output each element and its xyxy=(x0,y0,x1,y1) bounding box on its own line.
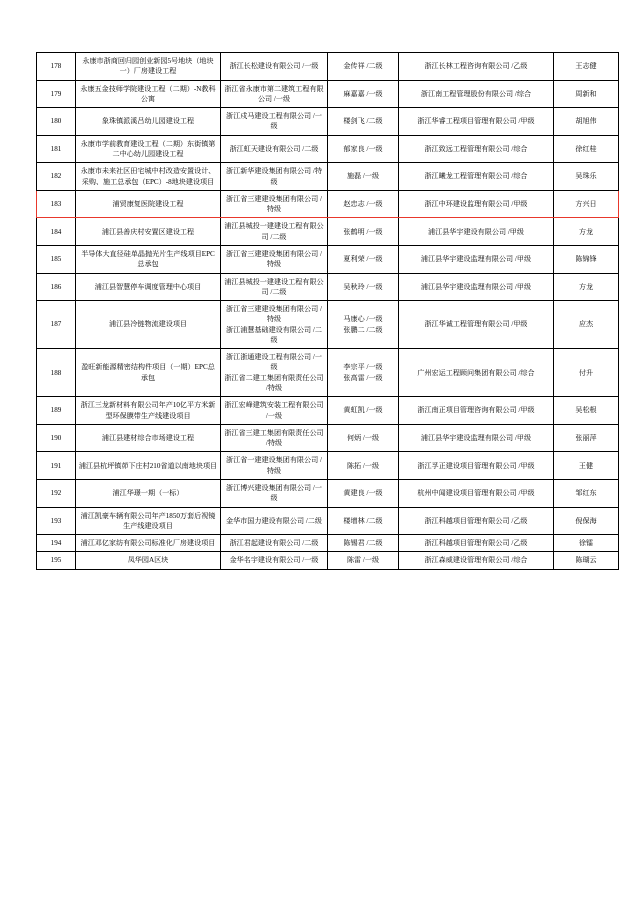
project-manager: 何炳 /一级 xyxy=(328,424,399,452)
construction-unit: 浙江省永康市第二建筑工程有限公司 /一级 xyxy=(221,80,328,108)
construction-unit: 金华市国力建设有限公司 /二级 xyxy=(221,507,328,535)
project-manager: 金传祥 /二级 xyxy=(328,53,399,81)
supervision-engineer: 陈瑚云 xyxy=(554,552,619,569)
supervision-unit: 浦江县华宇建设监理有限公司 /甲级 xyxy=(399,245,554,273)
supervision-unit: 浙江科越项目管理有限公司 /乙级 xyxy=(399,507,554,535)
supervision-unit: 浦江县华宇建设监理有限公司 /甲级 xyxy=(399,424,554,452)
row-index: 184 xyxy=(37,218,76,246)
supervision-unit: 浙江森威建设管理有限公司 /综合 xyxy=(399,552,554,569)
construction-unit: 浙江长松建设有限公司 /一级 xyxy=(221,53,328,81)
project-manager: 吴秋玲 /一级 xyxy=(328,273,399,301)
row-index: 190 xyxy=(37,424,76,452)
table-row xyxy=(37,245,619,273)
construction-unit: 浙江新华建设集团有限公司 /特级 xyxy=(221,163,328,191)
project-manager: 麻嘉嘉 /一级 xyxy=(328,80,399,108)
table-row xyxy=(37,190,619,218)
project-manager: 黄虹凯 /一级 xyxy=(328,397,399,425)
project-table xyxy=(36,52,619,570)
construction-unit: 浦江县城投一建建设工程有限公司 /二级 xyxy=(221,218,328,246)
construction-unit: 浙江浙通建设工程有限公司 /一级 浙江省二建工集团有限责任公司 /特级 xyxy=(221,349,328,397)
construction-unit: 浙江君起建设有限公司 /二级 xyxy=(221,535,328,552)
project-name: 永康市浙商回归园创业新园5号地块（地块一）厂房建设工程 xyxy=(76,53,221,81)
row-index: 194 xyxy=(37,535,76,552)
construction-unit: 浙江省三建建设集团有限公司 /特级 浙江浦慧基础建设有限公司 /二级 xyxy=(221,301,328,349)
supervision-engineer: 徐镭 xyxy=(554,535,619,552)
project-name: 浦江县善庆村安置区建设工程 xyxy=(76,218,221,246)
table-row xyxy=(37,163,619,191)
table-row xyxy=(37,507,619,535)
row-index: 180 xyxy=(37,108,76,136)
supervision-unit: 浙江华诚工程管理有限公司 /甲级 xyxy=(399,301,554,349)
construction-unit: 浙江省三建工集团有限责任公司 /特级 xyxy=(221,424,328,452)
project-manager: 楼剑飞 /二级 xyxy=(328,108,399,136)
table-row xyxy=(37,452,619,480)
project-name: 永康市未来社区田宅城中村改造安置设计、采购、施工总承包（EPC）-8地块建设项目 xyxy=(76,163,221,191)
project-manager: 马康心 /一级 张鹏二 /二级 xyxy=(328,301,399,349)
table-row xyxy=(37,135,619,163)
project-name: 盈旺新能源精密结构件项目（一期）EPC总承包 xyxy=(76,349,221,397)
table-row xyxy=(37,301,619,349)
supervision-unit: 浦江县华宇建设有限公司 /甲级 xyxy=(399,218,554,246)
supervision-engineer: 张丽萍 xyxy=(554,424,619,452)
supervision-unit: 浙江华睿工程项目管理有限公司 /甲级 xyxy=(399,108,554,136)
project-manager: 楼增林 /二级 xyxy=(328,507,399,535)
construction-unit: 浙江虹天建设有限公司 /二级 xyxy=(221,135,328,163)
project-manager: 李宗平 /一级 张高雷 /一级 xyxy=(328,349,399,397)
row-index: 188 xyxy=(37,349,76,397)
project-name: 浦江华璟一期（一标） xyxy=(76,480,221,508)
table-row xyxy=(37,218,619,246)
project-manager: 陈拓 /一级 xyxy=(328,452,399,480)
table-row xyxy=(37,480,619,508)
project-name: 浦江县冷链物流建设项目 xyxy=(76,301,221,349)
construction-unit: 金华名宇建设有限公司 /一级 xyxy=(221,552,328,569)
supervision-unit: 浙江长林工程咨询有限公司 /乙级 xyxy=(399,53,554,81)
construction-unit: 浙江戍马建设工程有限公司 /一级 xyxy=(221,108,328,136)
supervision-unit: 浙江南工程管理股份有限公司 /综合 xyxy=(399,80,554,108)
project-manager: 赵忠志 /一级 xyxy=(328,190,399,218)
supervision-unit: 浙江中环建设监理有限公司 /甲级 xyxy=(399,190,554,218)
project-name: 浦贸康复医院建设工程 xyxy=(76,190,221,218)
table-row xyxy=(37,53,619,81)
row-index: 193 xyxy=(37,507,76,535)
project-manager: 郁家良 /一级 xyxy=(328,135,399,163)
supervision-unit: 广州宏运工程顾问集团有限公司 /综合 xyxy=(399,349,554,397)
supervision-unit: 杭州中闻建设项目管理有限公司 /甲级 xyxy=(399,480,554,508)
project-name: 永康市学前教育建设工程（二期）东街镇第二中心幼儿园建设工程 xyxy=(76,135,221,163)
table-row xyxy=(37,535,619,552)
supervision-engineer: 倪保海 xyxy=(554,507,619,535)
table-body xyxy=(37,53,619,570)
row-index: 186 xyxy=(37,273,76,301)
row-index: 195 xyxy=(37,552,76,569)
row-index: 179 xyxy=(37,80,76,108)
project-name: 半导体大直径硅单晶抛光片生产线项目EPC总承包 xyxy=(76,245,221,273)
table-row xyxy=(37,349,619,397)
project-name: 永康五金技师学院建设工程（二期）-N教科公寓 xyxy=(76,80,221,108)
project-name: 凤华园A区块 xyxy=(76,552,221,569)
supervision-engineer: 方龙 xyxy=(554,218,619,246)
project-manager: 夏利荣 /一级 xyxy=(328,245,399,273)
table-row xyxy=(37,397,619,425)
supervision-unit: 浦江县华宇建设监理有限公司 /甲级 xyxy=(399,273,554,301)
project-name: 浦江凯豪车辆有限公司年产1850万套后视镜生产线建设项目 xyxy=(76,507,221,535)
construction-unit: 浙江省三建建设集团有限公司 /特级 xyxy=(221,190,328,218)
row-index: 185 xyxy=(37,245,76,273)
row-index: 183 xyxy=(37,190,76,218)
project-manager: 张鹤明 /一级 xyxy=(328,218,399,246)
supervision-engineer: 王志健 xyxy=(554,53,619,81)
supervision-engineer: 周新和 xyxy=(554,80,619,108)
row-index: 191 xyxy=(37,452,76,480)
supervision-engineer: 方兴日 xyxy=(554,190,619,218)
supervision-engineer: 徐红桂 xyxy=(554,135,619,163)
project-name: 浦江县智慧停车调度管理中心项目 xyxy=(76,273,221,301)
supervision-unit: 浙江南正项目管理咨询有限公司 /甲级 xyxy=(399,397,554,425)
construction-unit: 浙江省三建建设集团有限公司 /特级 xyxy=(221,245,328,273)
project-name: 浙江三龙新材料有限公司年产10亿平方米新型环保膜带生产线建设项目 xyxy=(76,397,221,425)
row-index: 181 xyxy=(37,135,76,163)
supervision-unit: 浙江科越项目管理有限公司 /乙级 xyxy=(399,535,554,552)
supervision-engineer: 王健 xyxy=(554,452,619,480)
table-row xyxy=(37,80,619,108)
row-index: 192 xyxy=(37,480,76,508)
construction-unit: 浙江省一建建设集团有限公司 /特级 xyxy=(221,452,328,480)
table-row xyxy=(37,108,619,136)
construction-unit: 浦江县城投一建建设工程有限公司 /二级 xyxy=(221,273,328,301)
supervision-engineer: 付升 xyxy=(554,349,619,397)
project-name: 浦江县杭坪镇茆下庄村210省道以南地块项目 xyxy=(76,452,221,480)
project-manager: 施磊 /一级 xyxy=(328,163,399,191)
project-manager: 陈锡君 /二级 xyxy=(328,535,399,552)
table-row xyxy=(37,273,619,301)
supervision-engineer: 吴珠乐 xyxy=(554,163,619,191)
project-manager: 黄建良 /一级 xyxy=(328,480,399,508)
supervision-unit: 浙江曦龙工程管理有限公司 /综合 xyxy=(399,163,554,191)
supervision-engineer: 陈锦锋 xyxy=(554,245,619,273)
supervision-engineer: 胡旭伟 xyxy=(554,108,619,136)
row-index: 178 xyxy=(37,53,76,81)
table-row xyxy=(37,424,619,452)
row-index: 182 xyxy=(37,163,76,191)
supervision-unit: 浙江致远工程管理有限公司 /综合 xyxy=(399,135,554,163)
project-name: 浦江县建材综合市场建设工程 xyxy=(76,424,221,452)
row-index: 189 xyxy=(37,397,76,425)
construction-unit: 浙江宏峰建筑安装工程有限公司 /一级 xyxy=(221,397,328,425)
row-index: 187 xyxy=(37,301,76,349)
project-name: 浦江邓亿家纺有限公司标准化厂房建设项目 xyxy=(76,535,221,552)
supervision-engineer: 吴松根 xyxy=(554,397,619,425)
table-row xyxy=(37,552,619,569)
supervision-engineer: 方龙 xyxy=(554,273,619,301)
supervision-engineer: 应杰 xyxy=(554,301,619,349)
project-manager: 陈雷 /一级 xyxy=(328,552,399,569)
supervision-unit: 浙江孚正建设项目管理有限公司 /甲级 xyxy=(399,452,554,480)
project-name: 象珠镇派溪吕幼儿园建设工程 xyxy=(76,108,221,136)
construction-unit: 浙江博兴建设集团有限公司 /一级 xyxy=(221,480,328,508)
supervision-engineer: 邹红东 xyxy=(554,480,619,508)
